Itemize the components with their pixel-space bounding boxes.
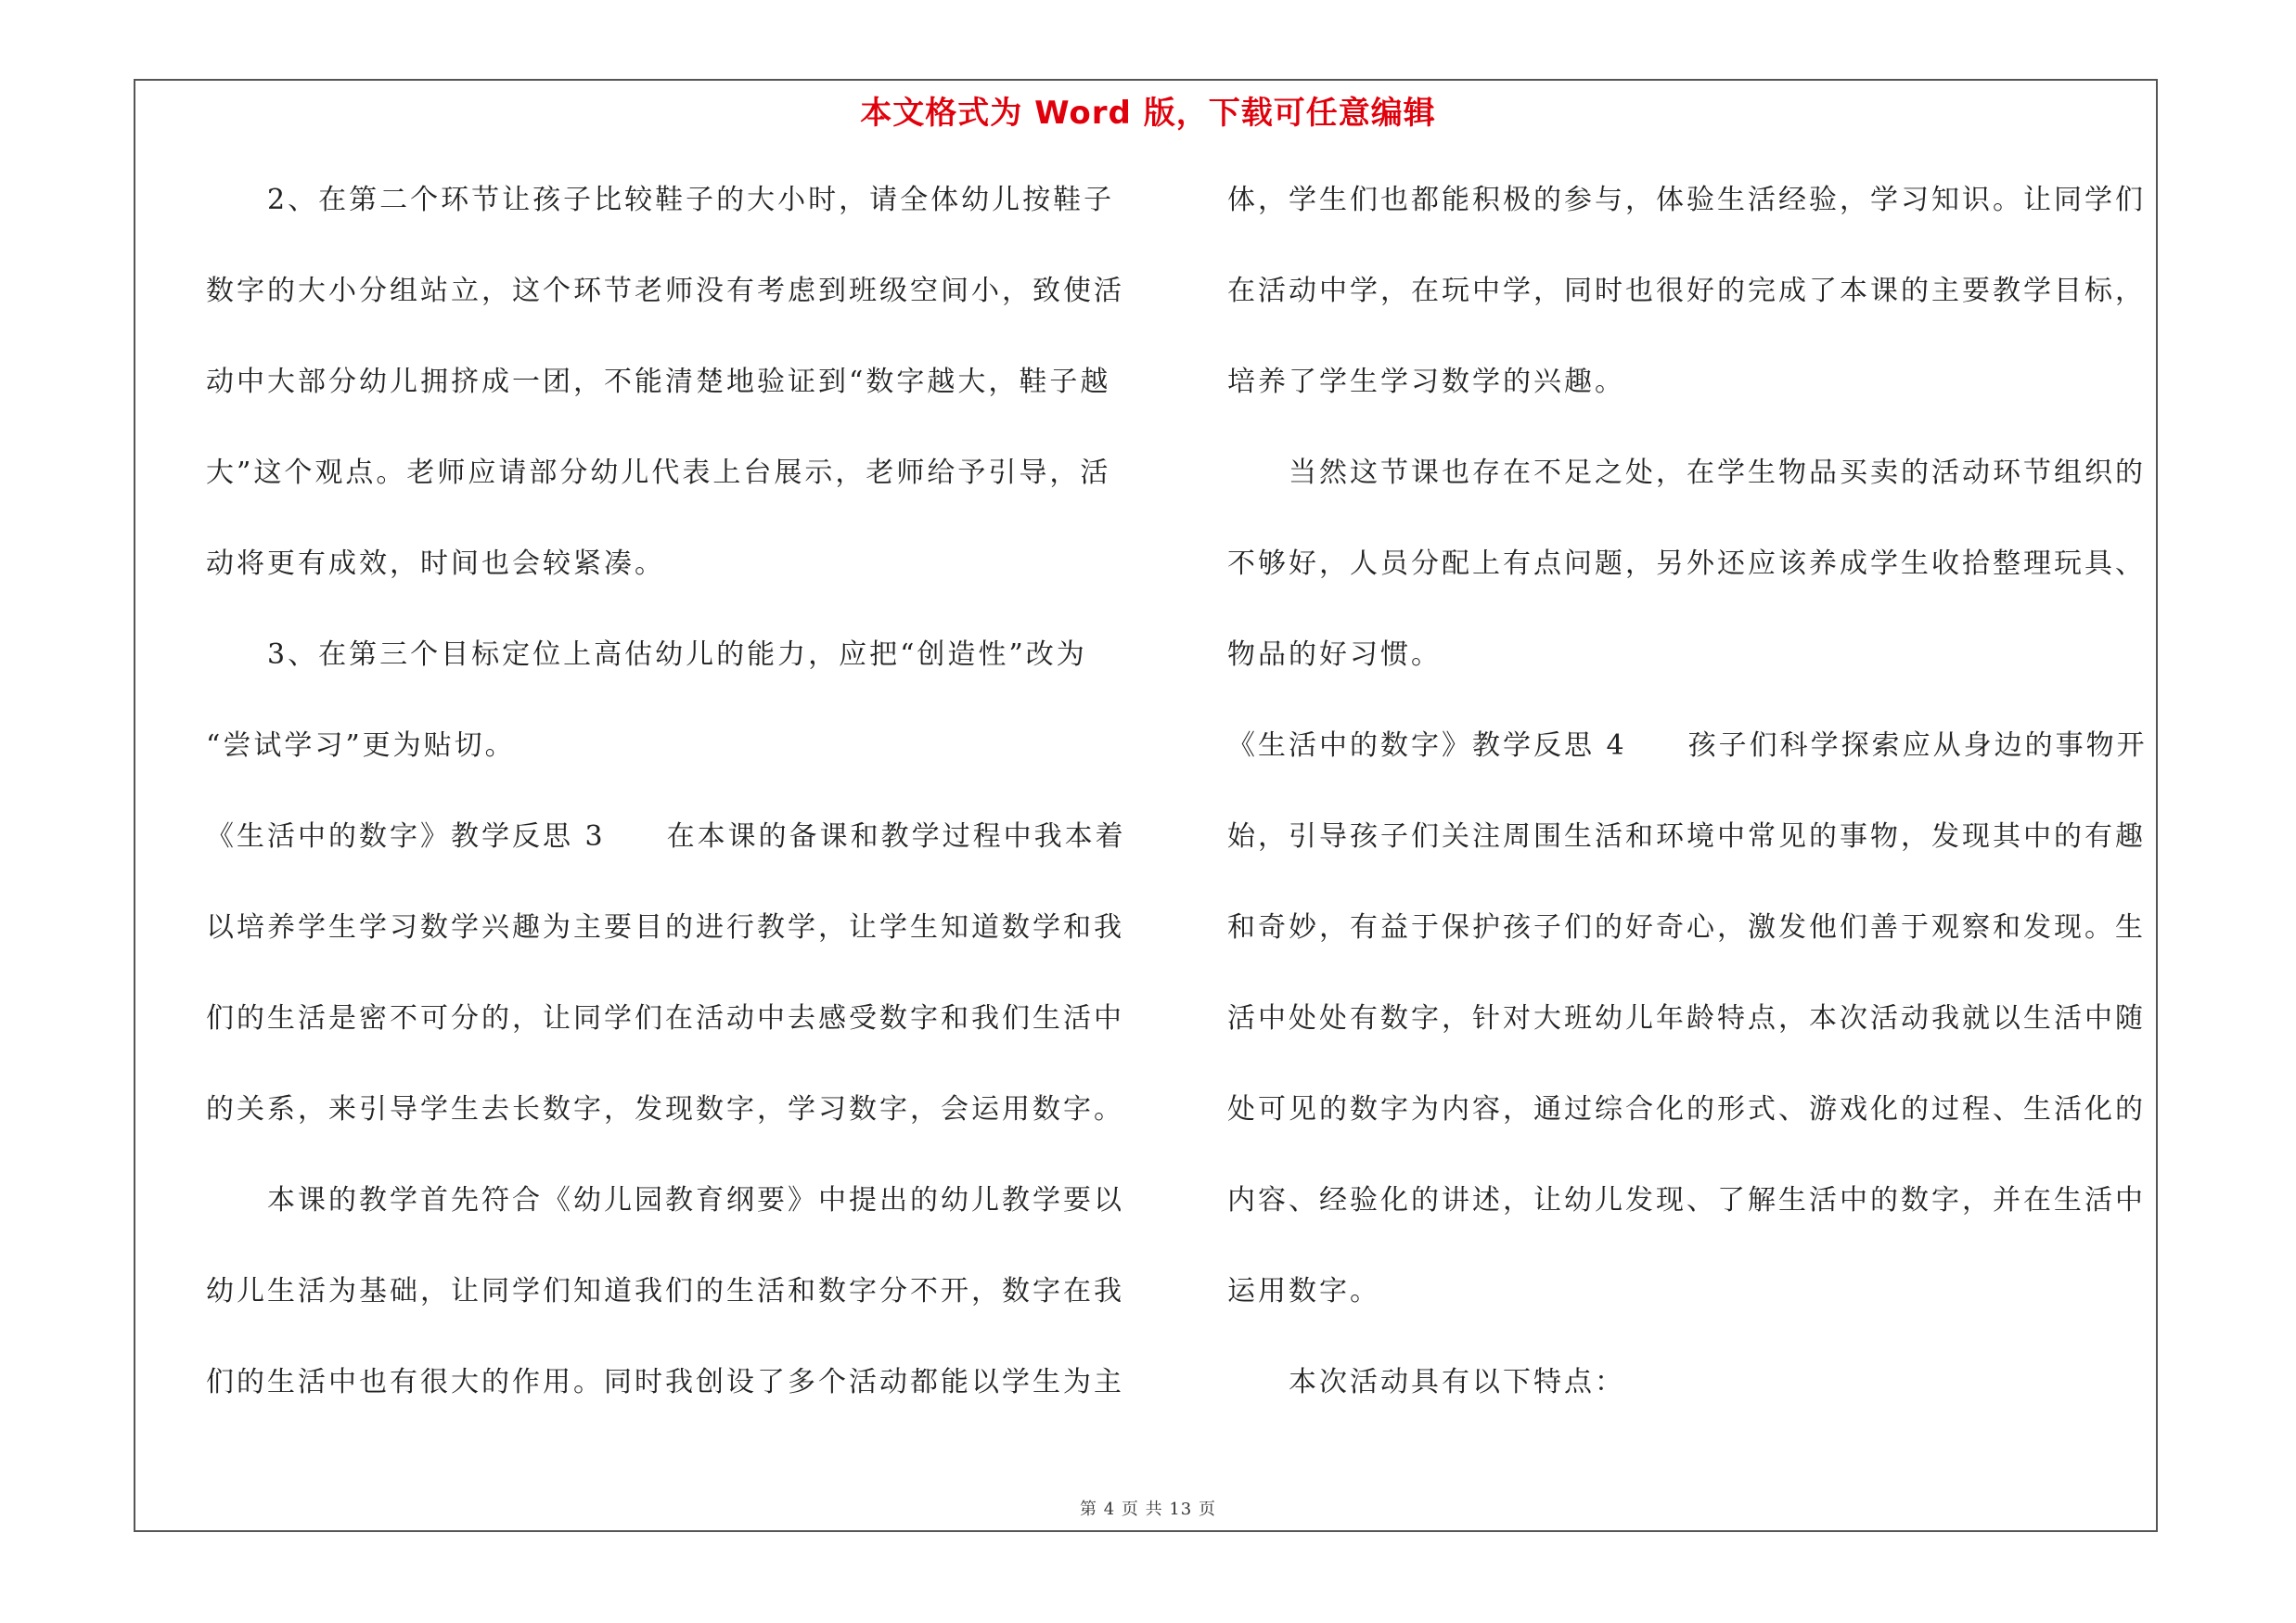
left-line: 2、在第二个环节让孩子比较鞋子的大小时，请全体幼儿按鞋子 — [206, 184, 1115, 216]
left-line: 的关系，来引导学生去长数字，发现数字，学习数字，会运用数字。 — [206, 1093, 1124, 1126]
left-line: 幼儿生活为基础，让同学们知道我们的生活和数字分不开，数字在我 — [206, 1275, 1124, 1307]
right-line: 处可见的数字为内容，通过综合化的形式、游戏化的过程、生活化的 — [1227, 1093, 2146, 1126]
left-line: “尝试学习”更为贴切。 — [206, 729, 516, 762]
left-line: 以培养学生学习数学兴趣为主要目的进行教学，让学生知道数学和我 — [206, 911, 1124, 944]
right-line: 体，学生们也都能积极的参与，体验生活经验，学习知识。让同学们 — [1227, 184, 2146, 216]
right-line: 不够好，人员分配上有点问题，另外还应该养成学生收拾整理玩具、 — [1227, 547, 2146, 580]
right-line: 始，引导孩子们关注周围生活和环境中常见的事物，发现其中的有趣 — [1227, 820, 2146, 853]
right-line: 培养了学生学习数学的兴趣。 — [1227, 366, 1625, 398]
right-line: 物品的好习惯。 — [1227, 638, 1442, 671]
section-heading-4: 《生活中的数字》教学反思 4 孩子们科学探索应从身边的事物开 — [1227, 729, 2148, 762]
right-line: 在活动中学，在玩中学，同时也很好的完成了本课的主要教学目标， — [1227, 275, 2146, 307]
left-line: 动将更有成效，时间也会较紧凑。 — [206, 547, 665, 580]
left-line: 数字的大小分组站立，这个环节老师没有考虑到班级空间小，致使活 — [206, 275, 1124, 307]
left-line: 们的生活是密不可分的，让同学们在活动中去感受数字和我们生活中 — [206, 1002, 1124, 1035]
right-line: 运用数字。 — [1227, 1275, 1380, 1307]
left-line: 3、在第三个目标定位上高估幼儿的能力，应把“创造性”改为 — [206, 638, 1087, 671]
page-number-footer: 第 4 页 共 13 页 — [1080, 1500, 1216, 1519]
left-line: 动中大部分幼儿拥挤成一团，不能清楚地验证到“数字越大，鞋子越 — [206, 366, 1111, 398]
right-line: 本次活动具有以下特点： — [1227, 1366, 1625, 1398]
format-banner: 本文格式为 Word 版，下载可任意编辑 — [860, 95, 1436, 132]
right-line: 内容、经验化的讲述，让幼儿发现、了解生活中的数字，并在生活中 — [1227, 1184, 2146, 1217]
left-line: 们的生活中也有很大的作用。同时我创设了多个活动都能以学生为主 — [206, 1366, 1124, 1398]
right-line: 和奇妙，有益于保护孩子们的好奇心，激发他们善于观察和发现。生 — [1227, 911, 2146, 944]
right-line: 活中处处有数字，针对大班幼儿年龄特点，本次活动我就以生活中随 — [1227, 1002, 2146, 1035]
left-line: 本课的教学首先符合《幼儿园教育纲要》中提出的幼儿教学要以 — [206, 1184, 1124, 1217]
section-heading-3: 《生活中的数字》教学反思 3 在本课的备课和教学过程中我本着 — [206, 820, 1126, 853]
right-line: 当然这节课也存在不足之处，在学生物品买卖的活动环节组织的 — [1227, 457, 2146, 489]
left-line: 大”这个观点。老师应请部分幼儿代表上台展示，老师给予引导，活 — [206, 457, 1111, 489]
